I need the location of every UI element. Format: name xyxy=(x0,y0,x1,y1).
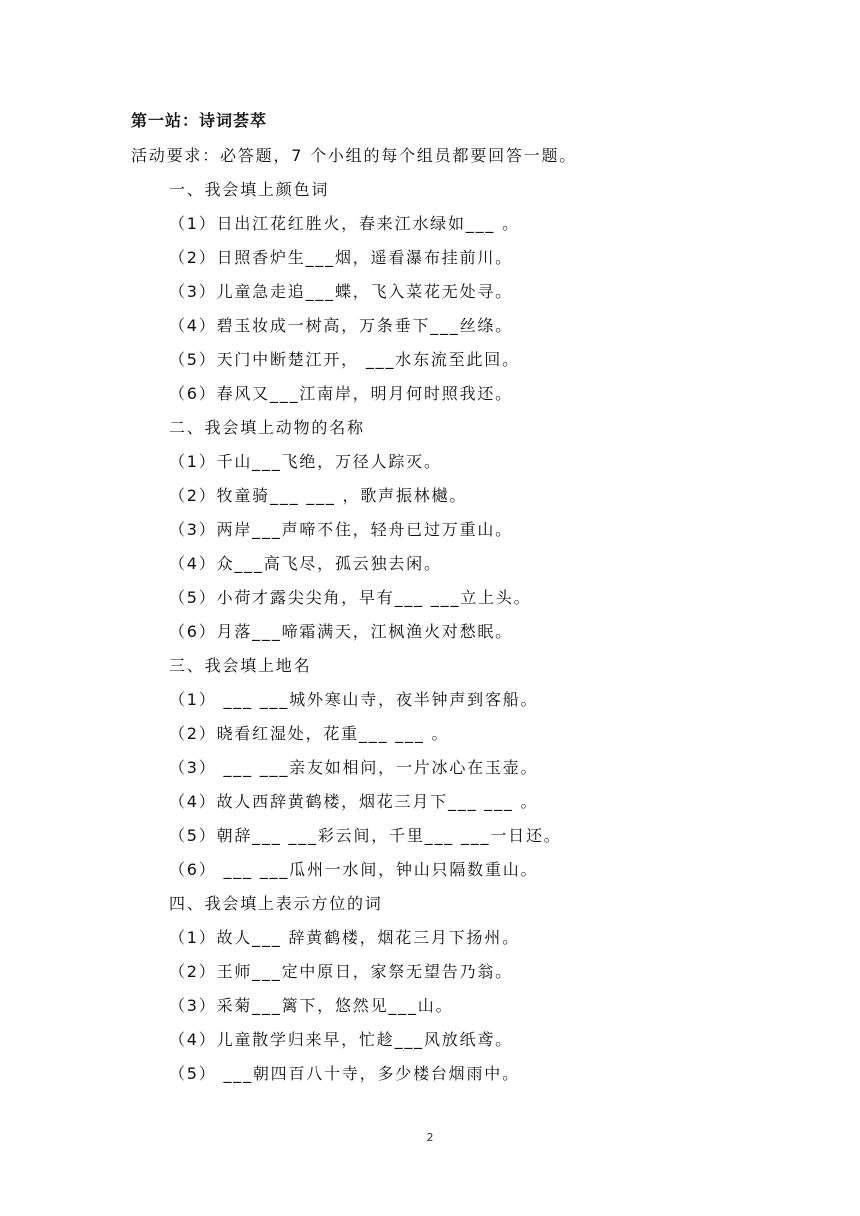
list-item: （4）故人西辞黄鹤楼，烟花三月下___ ___ 。 xyxy=(169,792,539,811)
list-item: （1）故人___ 辞黄鹤楼，烟花三月下扬州。 xyxy=(169,928,520,947)
list-item: （1）千山___飞绝，万径人踪灭。 xyxy=(169,452,442,471)
list-item: （6）月落___啼霜满天，江枫渔火对愁眠。 xyxy=(169,622,513,641)
list-item: （1）日出江花红胜火，春来江水绿如___ 。 xyxy=(169,214,520,233)
section-heading-animals: 二、我会填上动物的名称 xyxy=(169,418,365,437)
section-heading-directions: 四、我会填上表示方位的词 xyxy=(169,894,383,913)
list-item: （2）晓看红湿处，花重___ ___ 。 xyxy=(169,724,450,743)
list-item: （6）春风又___江南岸，明月何时照我还。 xyxy=(169,384,513,403)
list-item: （5）朝辞___ ___彩云间，千里___ ___一日还。 xyxy=(169,826,562,845)
list-item: （3）两岸___声啼不住，轻舟已过万重山。 xyxy=(169,520,513,539)
list-item: （2）王师___定中原日，家祭无望告乃翁。 xyxy=(169,962,513,981)
list-item: （2）日照香炉生___烟，遥看瀑布挂前川。 xyxy=(169,248,513,267)
list-item: （3） ___ ___亲友如相问，一片冰心在玉壶。 xyxy=(169,758,539,777)
section-heading-colors: 一、我会填上颜色词 xyxy=(169,180,330,199)
section-heading-places: 三、我会填上地名 xyxy=(169,656,312,675)
page-number: 2 xyxy=(426,1131,434,1144)
list-item: （5）天门中断楚江开， ___水东流至此回。 xyxy=(169,350,520,369)
station-title: 第一站：诗词荟萃 xyxy=(131,111,268,130)
list-item: （5）小荷才露尖尖角，早有___ ___立上头。 xyxy=(169,588,532,607)
list-item: （2）牧童骑___ ___ ，歌声振林樾。 xyxy=(169,486,468,505)
list-item: （4）儿童散学归来早，忙趁___风放纸鸢。 xyxy=(169,1030,513,1049)
list-item: （1） ___ ___城外寒山寺，夜半钟声到客船。 xyxy=(169,690,539,709)
list-item: （3）采菊___篱下，悠然见___山。 xyxy=(169,996,454,1015)
list-item: （6） ___ ___瓜州一水间，钟山只隔数重山。 xyxy=(169,860,539,879)
list-item: （5） ___朝四百八十寺，多少楼台烟雨中。 xyxy=(169,1064,520,1083)
list-item: （4）碧玉妆成一树高，万条垂下___丝绦。 xyxy=(169,316,513,335)
activity-requirement: 活动要求：必答题，7 个小组的每个组员都要回答一题。 xyxy=(131,146,578,165)
list-item: （3）儿童急走追___蝶，飞入菜花无处寻。 xyxy=(169,282,513,301)
list-item: （4）众___高飞尽，孤云独去闲。 xyxy=(169,554,442,573)
